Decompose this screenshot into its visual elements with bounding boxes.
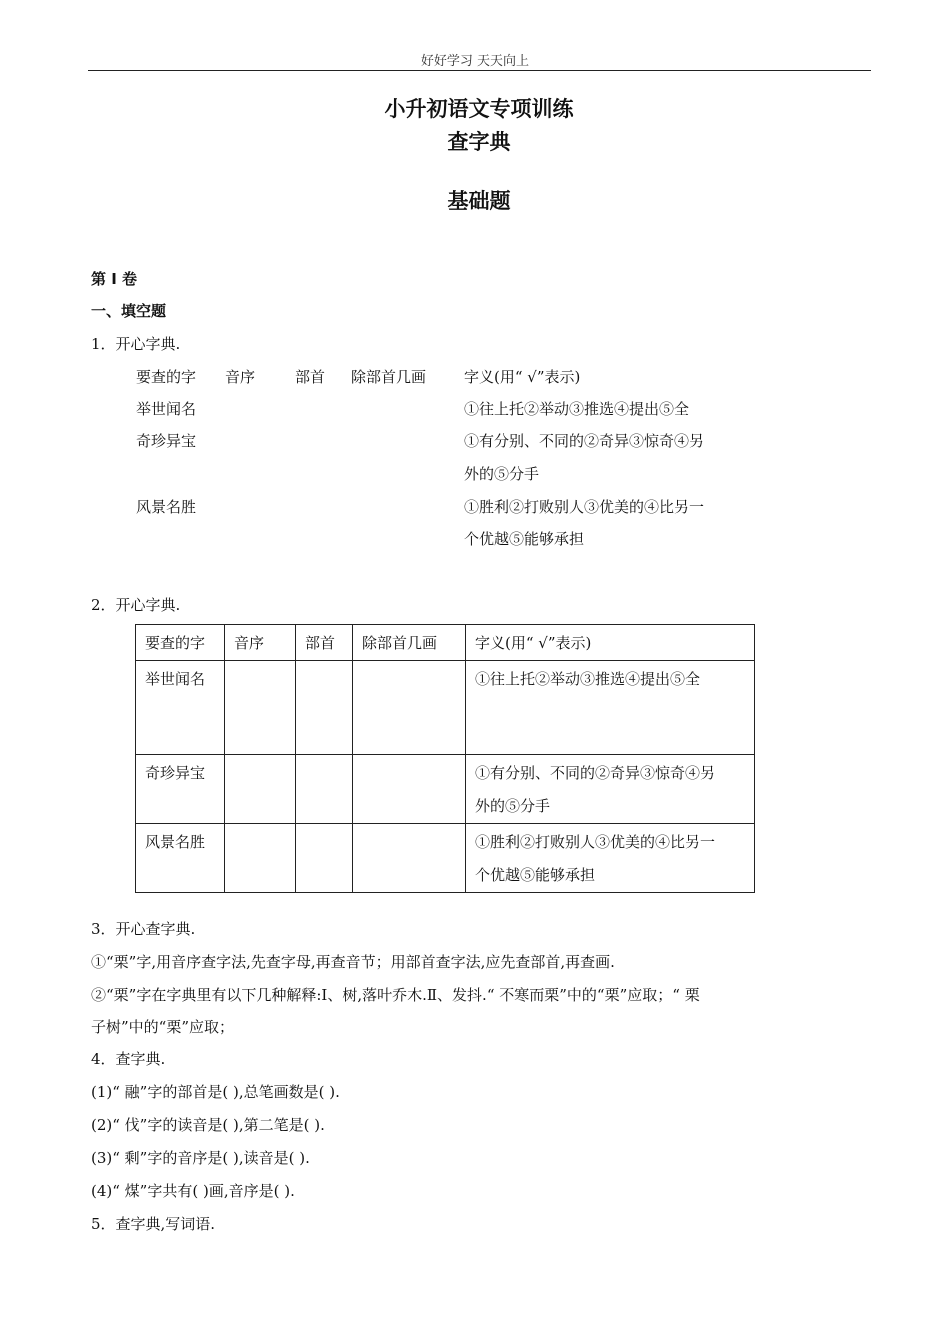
- table-cell-meaning: [466, 661, 755, 755]
- q1-stem: 1．开心字典.: [91, 335, 181, 353]
- q2-stem: 2．开心字典.: [91, 596, 181, 614]
- meaning-line: 外的⑤分手: [475, 797, 551, 815]
- table-cell-word: 奇珍异宝: [136, 755, 225, 824]
- q1-row-meaning: ①胜利②打败别人③优美的④比另一: [464, 498, 705, 516]
- table-cell-blank[interactable]: [225, 661, 296, 755]
- table-header-row: [136, 625, 755, 661]
- table-cell-word: 举世闻名: [136, 661, 225, 755]
- table-cell-meaning: [466, 824, 755, 893]
- table-header-cell: 除部首几画: [353, 625, 466, 661]
- doc-title: 小升初语文专项训练: [384, 97, 574, 121]
- q1-header-radical: 部首: [295, 368, 326, 386]
- q1-row-meaning-cont: 个优越⑤能够承担: [464, 530, 585, 548]
- table-cell-blank[interactable]: [296, 824, 353, 893]
- q1-row-word: 风景名胜: [136, 498, 197, 516]
- table-cell-blank[interactable]: [353, 824, 466, 893]
- table-header-cell: 要查的字: [136, 625, 225, 661]
- q3-line: ①“栗”字,用音序查字法,先查字母,再查音节；用部首查字法,应先查部首,再查画.: [91, 953, 615, 971]
- table-header-cell: 部首: [296, 625, 353, 661]
- q4-stem: 4．查字典.: [91, 1050, 166, 1068]
- table-cell-blank[interactable]: [296, 755, 353, 824]
- q1-row-word: 奇珍异宝: [136, 432, 197, 450]
- meaning-line: 个优越⑤能够承担: [475, 866, 596, 884]
- q4-item: (4)“ 煤”字共有( )画,音序是( ).: [91, 1182, 295, 1200]
- q1-row-meaning-cont: 外的⑤分手: [464, 465, 540, 483]
- q4-item: (3)“ 剩”字的音序是( ),读音是( ).: [91, 1149, 310, 1167]
- q3-line: 子树”中的“栗”应取；: [91, 1018, 235, 1036]
- q5-stem: 5．查字典,写词语.: [91, 1215, 216, 1233]
- q1-row-word: 举世闻名: [136, 400, 197, 418]
- table-cell-blank[interactable]: [353, 755, 466, 824]
- table-row: [136, 824, 755, 893]
- doc-subtitle: 查字典: [447, 130, 511, 154]
- page-header: 好好学习 天天向上: [420, 54, 530, 69]
- meaning-line: ①往上托②举动③推选④提出⑤全: [475, 670, 701, 688]
- meaning-line: ①胜利②打败别人③优美的④比另一: [475, 833, 716, 851]
- q1-header-meaning: 字义(用“ √”表示): [464, 368, 581, 386]
- table-cell-blank[interactable]: [225, 824, 296, 893]
- q1-row-meaning: ①往上托②举动③推选④提出⑤全: [464, 400, 690, 418]
- volume-heading: 第 I 卷: [91, 270, 138, 288]
- table-row: [136, 755, 755, 824]
- table-header-cell: 字义(用“ √”表示): [466, 625, 755, 661]
- table-header-cell: 音序: [225, 625, 296, 661]
- table-cell-meaning: [466, 755, 755, 824]
- q1-header-strokes: 除部首几画: [351, 368, 427, 386]
- meaning-line: ①有分别、不同的②奇异③惊奇④另: [475, 764, 716, 782]
- q4-item: (1)“ 融”字的部首是( ),总笔画数是( ).: [91, 1083, 340, 1101]
- table-cell-blank[interactable]: [225, 755, 296, 824]
- table-cell-word: 风景名胜: [136, 824, 225, 893]
- q1-header-word: 要查的字: [136, 368, 197, 386]
- q3-line: ②“栗”字在字典里有以下几种解释:Ⅰ、树,落叶乔木.Ⅱ、发抖.“ 不寒而栗”中的“栗”应取；“ 栗: [91, 986, 700, 1004]
- q2-dictionary-table: [135, 624, 755, 893]
- table-cell-blank[interactable]: [353, 661, 466, 755]
- table-cell-blank[interactable]: [296, 661, 353, 755]
- q3-stem: 3．开心查字典.: [91, 920, 196, 938]
- table-row: [136, 661, 755, 755]
- q1-row-meaning: ①有分别、不同的②奇异③惊奇④另: [464, 432, 705, 450]
- q4-item: (2)“ 伐”字的读音是( ),第二笔是( ).: [91, 1116, 325, 1134]
- q1-header-initial: 音序: [225, 368, 256, 386]
- doc-section-title: 基础题: [447, 189, 511, 213]
- header-divider: [88, 70, 871, 71]
- part-heading: 一、填空题: [91, 302, 167, 320]
